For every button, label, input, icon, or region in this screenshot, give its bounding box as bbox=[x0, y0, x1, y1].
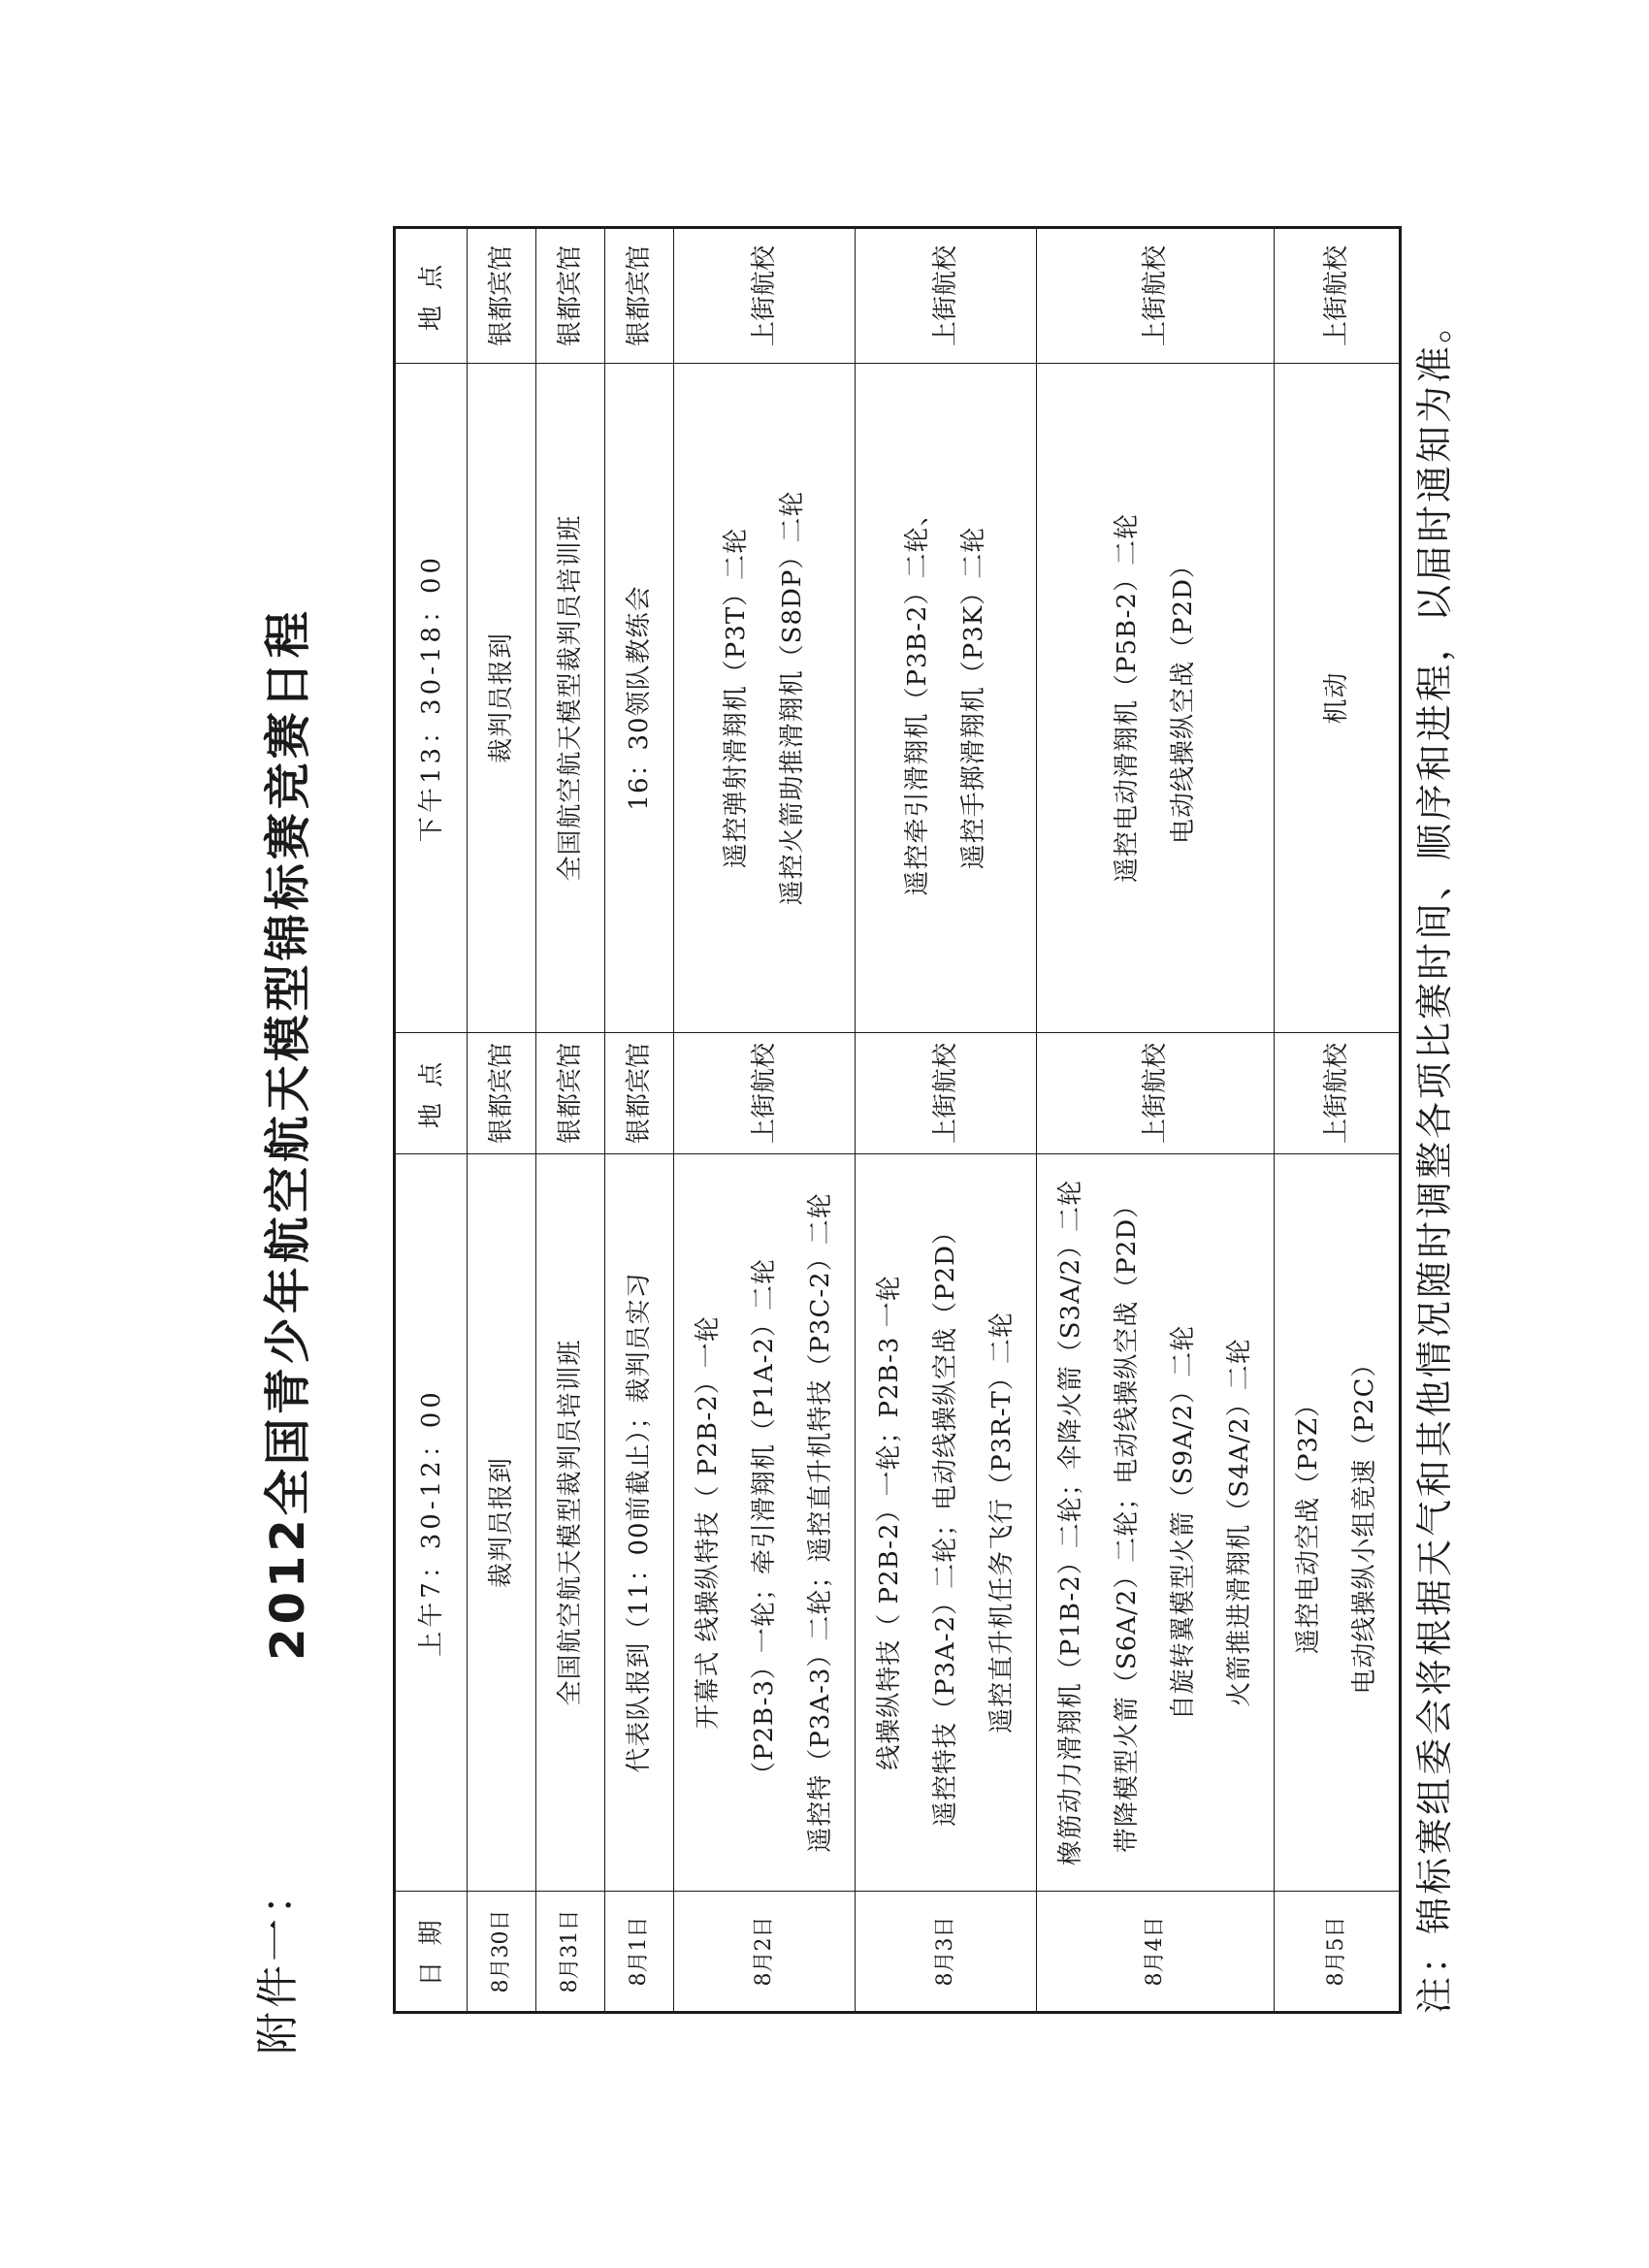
cell-am-place: 银都宾馆 bbox=[536, 1033, 605, 1154]
cell-pm-place: 上街航校 bbox=[1037, 228, 1275, 364]
event-line: 遥控手掷滑翔机（P3K）二轮 bbox=[959, 526, 988, 870]
table-row bbox=[605, 228, 674, 2013]
cell-pm-place: 银都宾馆 bbox=[536, 228, 605, 364]
page-title: 2012全国青少年航空航天模型锦标赛竞赛日程 bbox=[261, 607, 315, 1661]
event-line: 遥控弹射滑翔机（P3T）二轮 bbox=[722, 527, 751, 869]
cell-am-events bbox=[536, 1154, 605, 1892]
table-row bbox=[1275, 228, 1401, 2013]
table-row bbox=[674, 228, 856, 2013]
event-line: 线操纵特技（ P2B-2）一轮；P2B-3 一轮 bbox=[875, 1275, 904, 1770]
cell-pm-events bbox=[605, 364, 674, 1033]
header-pm-place: 地 点 bbox=[395, 228, 468, 364]
event-line: 遥控特技（P3A-2）二轮；电动线操纵空战（P2D） bbox=[931, 1217, 960, 1828]
header-am: 上午7：30-12：00 bbox=[395, 1154, 468, 1892]
header-date: 日 期 bbox=[395, 1892, 468, 2013]
cell-am-events bbox=[1275, 1154, 1401, 1892]
event-line: 裁判员报到 bbox=[487, 632, 516, 764]
attachment-label: 附件一： bbox=[253, 1868, 303, 2055]
cell-pm-events bbox=[1037, 364, 1275, 1033]
cell-pm-place: 上街航校 bbox=[674, 228, 856, 364]
cell-am-place: 银都宾馆 bbox=[468, 1033, 536, 1154]
event-line: 遥控电动空战（P3Z） bbox=[1294, 1390, 1323, 1655]
cell-pm-place: 上街航校 bbox=[856, 228, 1037, 364]
cell-pm-events bbox=[536, 364, 605, 1033]
event-line: 遥控直升机任务飞行（P3R-T）二轮 bbox=[987, 1312, 1017, 1733]
event-line: 16：30领队教练会 bbox=[625, 585, 654, 811]
schedule-table bbox=[393, 226, 1402, 2014]
schedule-body bbox=[468, 228, 1401, 2013]
cell-pm-events bbox=[856, 364, 1037, 1033]
event-line: 自旋转翼模型火箭（S9A/2）二轮 bbox=[1169, 1324, 1198, 1721]
header-am-place: 地 点 bbox=[395, 1033, 468, 1154]
cell-date: 8月1日 bbox=[605, 1892, 674, 2013]
cell-am-events bbox=[856, 1154, 1037, 1892]
cell-am-events bbox=[605, 1154, 674, 1892]
table-row bbox=[468, 228, 536, 2013]
cell-date: 8月5日 bbox=[1275, 1892, 1401, 2013]
cell-pm-place: 上街航校 bbox=[1275, 228, 1401, 364]
cell-am-place: 上街航校 bbox=[1037, 1033, 1275, 1154]
event-line: 火箭推进滑翔机（S4A/2）二轮 bbox=[1225, 1338, 1254, 1707]
cell-am-events bbox=[468, 1154, 536, 1892]
event-line: 遥控特（P3A-3）二轮；遥控直升机特技（P3C-2）二轮 bbox=[806, 1192, 835, 1853]
header-pm: 下午13：30-18：00 bbox=[395, 364, 468, 1033]
event-line: 开幕式 线操纵特技（ P2B-2）一轮 bbox=[694, 1315, 723, 1730]
event-line: 电动线操纵小组竞速（P2C） bbox=[1350, 1350, 1379, 1695]
table-row bbox=[1037, 228, 1275, 2013]
event-line: 机动 bbox=[1322, 671, 1351, 725]
event-line: 全国航空航天模型裁判员培训班 bbox=[556, 1339, 585, 1706]
event-line: 全国航空航天模型裁判员培训班 bbox=[556, 514, 585, 882]
event-line: 裁判员报到 bbox=[487, 1457, 516, 1589]
event-line: 代表队报到（11：00前截止）；裁判员实习 bbox=[625, 1272, 654, 1773]
cell-pm-events bbox=[468, 364, 536, 1033]
cell-am-place: 上街航校 bbox=[856, 1033, 1037, 1154]
cell-date: 8月30日 bbox=[468, 1892, 536, 2013]
cell-am-place: 上街航校 bbox=[674, 1033, 856, 1154]
cell-date: 8月3日 bbox=[856, 1892, 1037, 2013]
cell-pm-place: 银都宾馆 bbox=[605, 228, 674, 364]
cell-pm-events bbox=[674, 364, 856, 1033]
cell-am-events bbox=[1037, 1154, 1275, 1892]
event-line: 电动线操纵空战（P2D） bbox=[1169, 552, 1198, 844]
event-line: （P2B-3）一轮；牵引滑翔机（P1A-2）二轮 bbox=[750, 1257, 779, 1788]
cell-date: 8月4日 bbox=[1037, 1892, 1275, 2013]
table-header-row bbox=[395, 228, 468, 2013]
event-line: 遥控火箭助推滑翔机（S8DP）二轮 bbox=[778, 490, 807, 906]
cell-am-place: 银都宾馆 bbox=[605, 1033, 674, 1154]
footnote: 注：锦标赛组委会将根据天气和其他情况随时调整各项比赛时间、顺序和进程，以届时通知为准。 bbox=[1413, 303, 1456, 2014]
event-line: 遥控牵引滑翔机（P3B-2）二轮、 bbox=[903, 500, 932, 896]
cell-pm-place: 银都宾馆 bbox=[468, 228, 536, 364]
cell-am-events bbox=[674, 1154, 856, 1892]
cell-date: 8月2日 bbox=[674, 1892, 856, 2013]
cell-pm-events bbox=[1275, 364, 1401, 1033]
event-line: 遥控电动滑翔机（P5B-2）二轮 bbox=[1113, 513, 1142, 883]
event-line: 带降模型火箭（S6A/2）二轮；电动线操纵空战（P2D） bbox=[1113, 1191, 1142, 1854]
table-row bbox=[536, 228, 605, 2013]
cell-date: 8月31日 bbox=[536, 1892, 605, 2013]
cell-am-place: 上街航校 bbox=[1275, 1033, 1401, 1154]
table-row bbox=[856, 228, 1037, 2013]
event-line: 橡筋动力滑翔机（P1B-2）二轮；伞降火箭（S3A/2）二轮 bbox=[1056, 1179, 1085, 1866]
